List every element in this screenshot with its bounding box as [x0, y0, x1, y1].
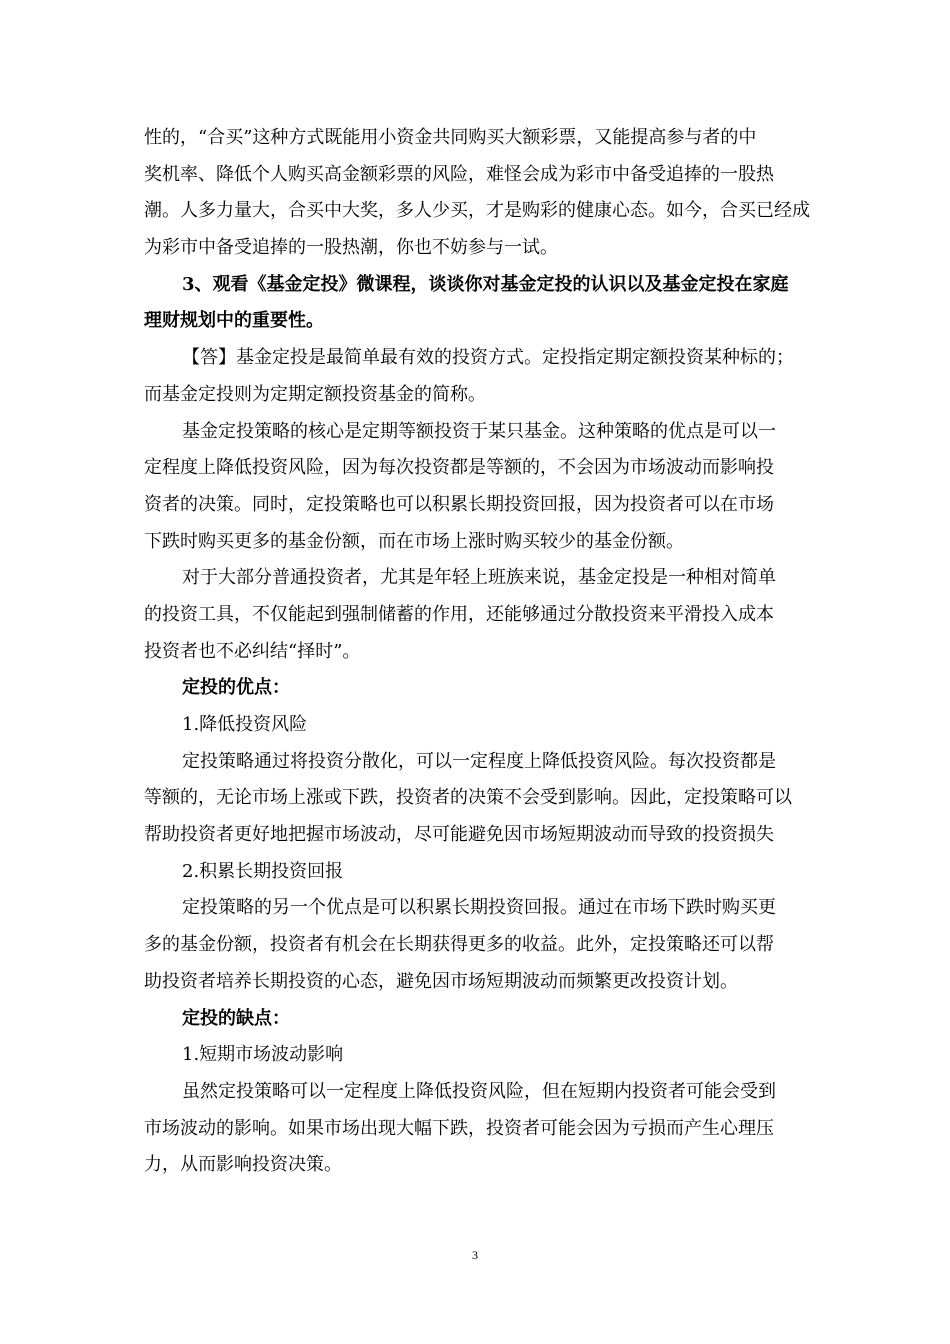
document-body [144, 120, 810, 1184]
text-line: 力，从而影响投资决策。 [144, 1154, 342, 1176]
heading-line: 定投的优点： [182, 677, 290, 699]
text-line: 1.短期市场波动影响 [182, 1044, 344, 1066]
text-line: 1.降低投资风险 [182, 714, 308, 735]
heading-line: 3、观看《基金定投》微课程，谈谈你对基金定投的认识以及基金定投在家庭 [182, 273, 789, 295]
text-line: 虽然定投策略可以一定程度上降低投资风险，但在短期内投资者可能会受到 [182, 1080, 776, 1102]
text-line: 对于大部分普通投资者，尤其是年轻上班族来说，基金定投是一种相对简单 [182, 567, 776, 589]
text-line: 基金定投策略的核心是定期等额投资于某只基金。这种策略的优点是可以一 [182, 420, 776, 442]
text-line: 多的基金份额，投资者有机会在长期获得更多的收益。此外，定投策略还可以帮 [144, 934, 774, 956]
text-line: 性的，“合买”这种方式既能用小资金共同购买大额彩票，又能提高参与者的中 [144, 127, 757, 148]
text-line: 定投策略的另一个优点是可以积累长期投资回报。通过在市场下跌时购买更 [182, 897, 776, 919]
heading-line: 定投的缺点： [182, 1007, 290, 1029]
text-line: 2.积累长期投资回报 [182, 860, 344, 882]
text-line: 【答】基金定投是最简单最有效的投资方式。定投指定期定额投资某种标的； [182, 347, 794, 369]
text-line: 潮。人多力量大，合买中大奖，多人少买，才是购彩的健康心态。如今，合买已经成 [144, 200, 810, 222]
text-line: 助投资者培养长期投资的心态，避免因市场短期波动而频繁更改投资计划。 [144, 970, 738, 992]
text-line: 投资者也不必纠结“择时”。 [144, 640, 361, 662]
text-line: 为彩市中备受追捧的一股热潮，你也不妨参与一试。 [144, 237, 558, 259]
text-line: 下跌时购买更多的基金份额，而在市场上涨时购买较少的基金份额。 [144, 530, 684, 552]
page-number: 3 [472, 1248, 478, 1262]
text-line: 而基金定投则为定期定额投资基金的简称。 [144, 383, 486, 405]
text-line: 资者的决策。同时，定投策略也可以积累长期投资回报，因为投资者可以在市场 [144, 493, 774, 515]
heading-line: 理财规划中的重要性。 [144, 310, 324, 332]
text-line: 定程度上降低投资风险，因为每次投资都是等额的，不会因为市场波动而影响投 [144, 457, 774, 479]
text-line: 定投策略通过将投资分散化，可以一定程度上降低投资风险。每次投资都是 [182, 750, 776, 772]
text-line: 市场波动的影响。如果市场出现大幅下跌，投资者可能会因为亏损而产生心理压 [144, 1117, 774, 1139]
text-line: 帮助投资者更好地把握市场波动，尽可能避免因市场短期波动而导致的投资损失 [144, 824, 774, 846]
text-line: 的投资工具，不仅能起到强制储蓄的作用，还能够通过分散投资来平滑投入成本 [144, 603, 774, 625]
text-line: 等额的，无论市场上涨或下跌，投资者的决策不会受到影响。因此，定投策略可以 [144, 787, 792, 809]
text-line: 奖机率、降低个人购买高金额彩票的风险，难怪会成为彩市中备受追捧的一股热 [144, 163, 774, 185]
